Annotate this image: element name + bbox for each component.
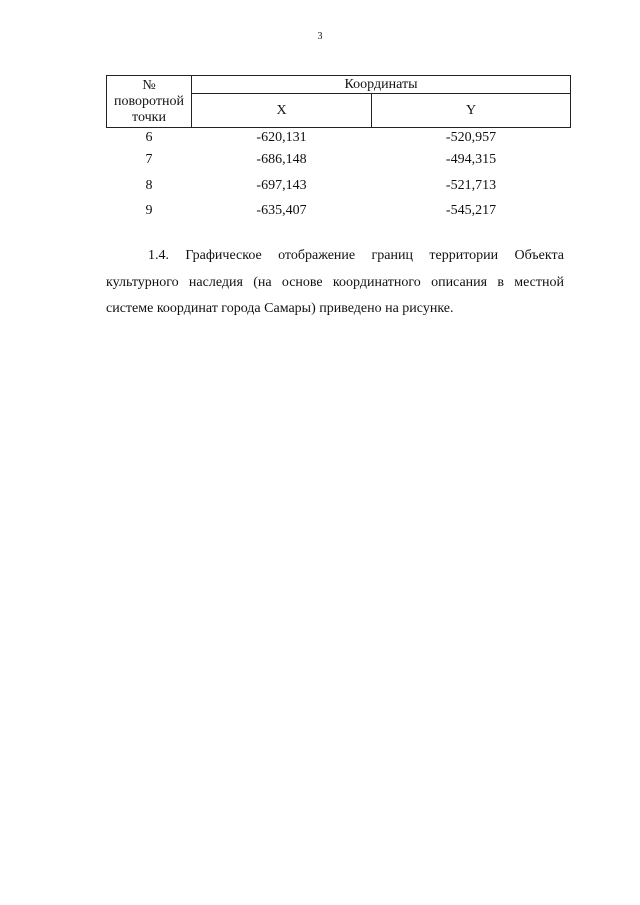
- y-cell: -521,713: [445, 177, 497, 193]
- point-number-cell: 9: [145, 203, 153, 218]
- point-number-header: № поворотной точки: [107, 76, 192, 128]
- y-header: Y: [372, 94, 571, 128]
- coordinates-header: Координаты: [192, 76, 571, 94]
- point-number-cell: 8: [145, 177, 153, 193]
- y-cell: -520,957: [445, 130, 497, 145]
- x-cell: -620,131: [256, 130, 307, 145]
- x-header: X: [192, 94, 372, 128]
- point-number-cell: 6: [145, 130, 153, 145]
- table-row: [107, 147, 571, 173]
- body-paragraph: 1.4. Графическое отображение границ территории Объекта культурного наследия (на основе координатного описания в местной системе координат города Самары) приведено на рисунке.: [106, 248, 564, 316]
- y-cell: -545,217: [445, 203, 497, 218]
- y-cell: -494,315: [445, 152, 497, 167]
- x-cell: -697,143: [256, 177, 307, 193]
- table-row: [107, 198, 571, 224]
- page-number: 3: [317, 31, 323, 42]
- table-header-row: [107, 76, 571, 94]
- x-cell: -686,148: [256, 152, 307, 167]
- x-cell: -635,407: [256, 203, 307, 218]
- table-row: [107, 173, 571, 199]
- table-row: [107, 128, 571, 148]
- point-number-cell: 7: [145, 152, 153, 167]
- coordinates-table: [106, 75, 571, 224]
